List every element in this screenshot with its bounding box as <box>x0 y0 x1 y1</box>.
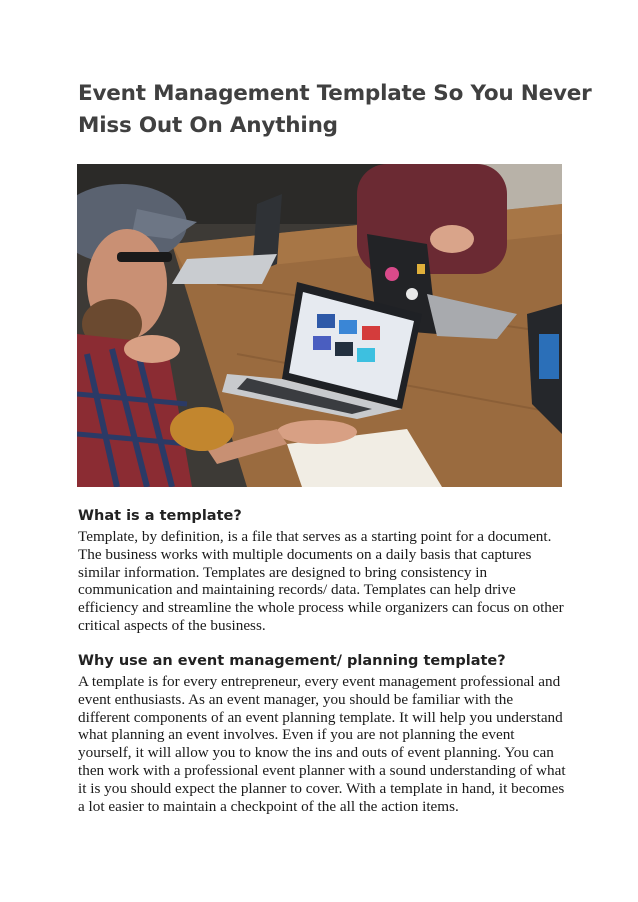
paragraph-line: A template is for every entrepreneur, every event management professional and <box>78 673 561 690</box>
paragraph-line: The business works with multiple documents on a daily basis that captures <box>78 545 532 563</box>
paragraph-line: Template, by definition, is a file that serves as a starting point for a document. <box>78 528 552 545</box>
meeting-photo-illustration <box>77 164 562 487</box>
paragraph-line: similar information. Templates are designed to bring consistency in <box>78 563 488 581</box>
paragraph-line: communication and maintaining records/ data. Templates can help drive <box>78 581 516 599</box>
paragraph-line: different components of an event planning template. It will help you understand <box>78 708 563 726</box>
meeting-photo <box>77 164 562 487</box>
paragraph-line: then work with a professional event planner with a sound understanding of what <box>78 761 566 779</box>
paragraph-line: efficiency and streamline the whole process while organizers can focus on other <box>78 599 564 617</box>
title-line-2: Miss Out On Anything <box>78 113 338 138</box>
paragraph-line: what planning an event involves. Even if you are not planning the event <box>78 726 515 744</box>
paragraph-line: event enthusiasts. As an event manager, you should be familiar with the <box>78 690 514 708</box>
page-title <box>78 78 592 142</box>
title-line-1: Event Management Template So You Never <box>78 81 592 106</box>
paragraph-line: yourself, it will allow you to know the ins and outs of event planning. You can <box>78 744 554 762</box>
paragraph-line: critical aspects of the business. <box>78 616 266 634</box>
section-paragraph-why-use-template <box>78 673 573 815</box>
section-paragraph-what-is-template <box>78 528 573 635</box>
section-heading-what-is-template: What is a template? <box>78 508 242 524</box>
section-heading-why-use-template: Why use an event management/ planning template? <box>78 653 506 669</box>
paragraph-line: a lot easier to maintain a checkpoint of the all the action items. <box>78 797 459 815</box>
paragraph-line: it is you should expect the planner to cover. With a template in hand, it becomes <box>78 779 565 797</box>
